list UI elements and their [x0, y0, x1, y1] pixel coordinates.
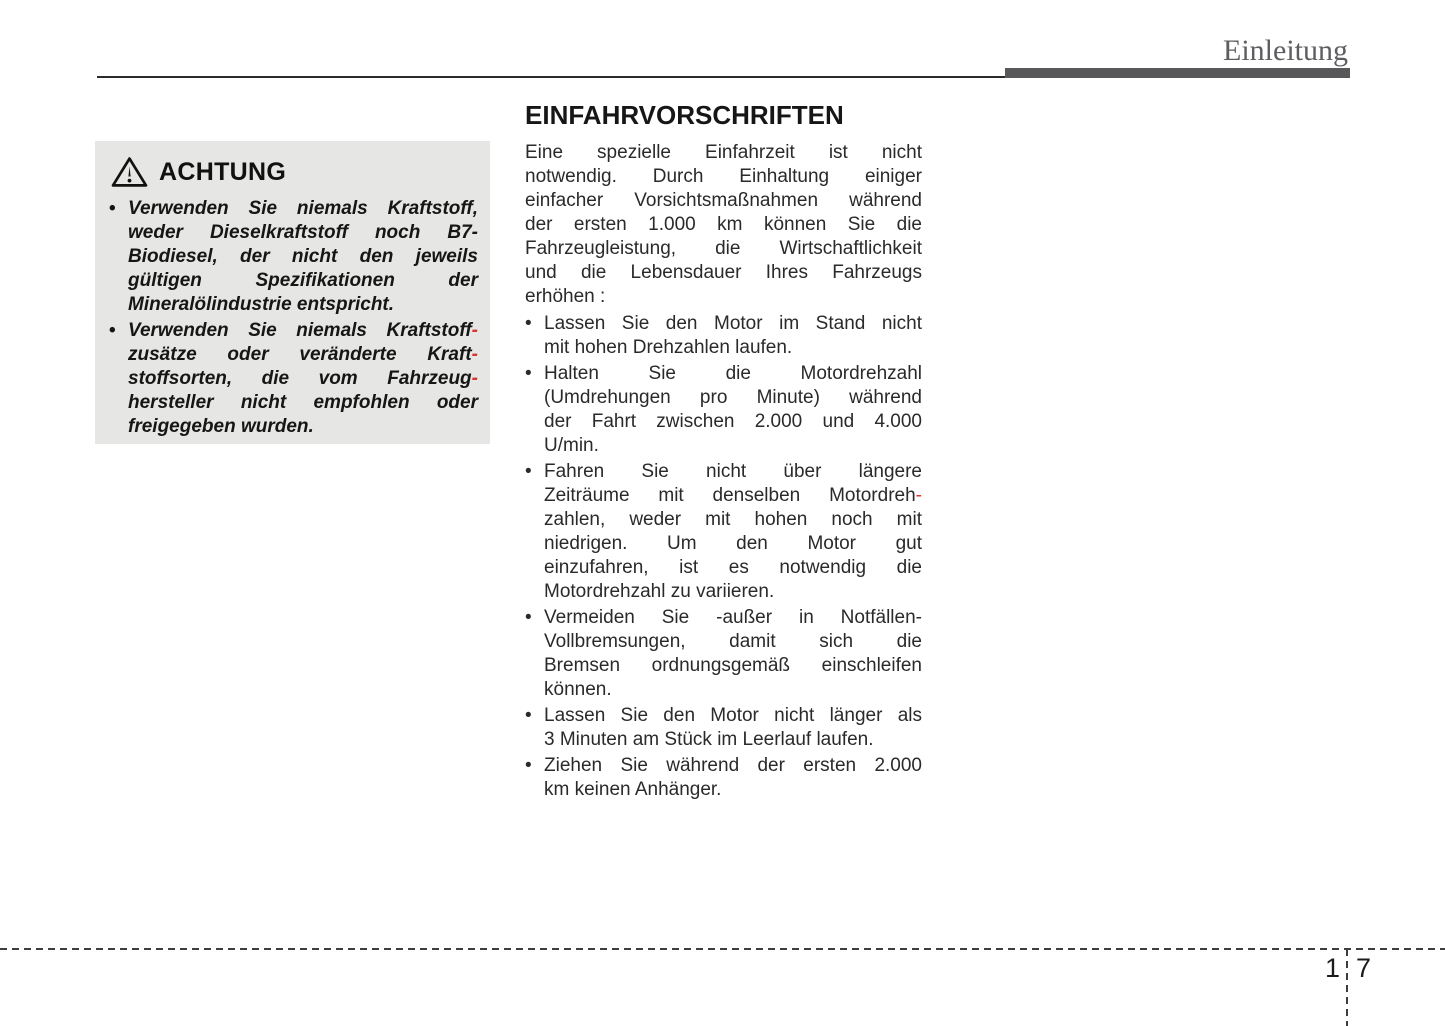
text-line	[128, 197, 478, 221]
text-segment: notwendig. Durch Einhaltung einiger	[525, 166, 922, 187]
text-segment: Zeiträume mit denselben Motordreh	[544, 485, 916, 506]
text-segment: (Umdrehungen pro Minute) während	[544, 387, 922, 408]
text-segment: Ziehen Sie während der ersten 2.000	[544, 755, 922, 776]
text-line	[128, 343, 478, 367]
text-segment: Vermeiden Sie -außer in Notfällen-	[544, 607, 922, 628]
bullet-text	[544, 460, 922, 604]
text-line	[128, 221, 478, 245]
caution-title-row	[109, 156, 478, 188]
bullet-text	[128, 319, 478, 439]
text-line	[128, 367, 478, 391]
text-line	[525, 261, 922, 285]
text-segment: hersteller nicht empfohlen oder	[128, 392, 478, 413]
text-segment: km keinen Anhänger.	[544, 779, 722, 800]
text-line	[544, 606, 922, 630]
text-segment: Mineralölindustrie entspricht.	[128, 294, 395, 315]
text-line	[544, 778, 922, 802]
text-line	[544, 580, 922, 604]
text-line	[128, 269, 478, 293]
bullet-text	[544, 754, 922, 802]
text-line	[525, 165, 922, 189]
text-segment: Motordrehzahl zu variieren.	[544, 581, 775, 602]
bullet-item	[525, 606, 922, 702]
text-segment: Eine spezielle Einfahrzeit ist nicht	[525, 142, 922, 163]
bullet-item	[525, 754, 922, 802]
text-line	[544, 312, 922, 336]
chapter-number: 1	[1324, 953, 1340, 983]
bullet-marker: •	[525, 363, 532, 384]
warning-triangle-icon	[111, 156, 148, 188]
bullet-list	[525, 312, 922, 802]
text-line	[544, 630, 922, 654]
text-line	[128, 415, 478, 439]
text-line	[544, 704, 922, 728]
text-segment: der Fahrt zwischen 2.000 und 4.000	[544, 411, 922, 432]
text-segment: Biodiesel, der nicht den jeweils	[128, 246, 478, 267]
bullet-marker: •	[525, 461, 532, 482]
text-segment: niedrigen. Um den Motor gut	[544, 533, 922, 554]
text-segment: Vollbremsungen, damit sich die	[544, 631, 922, 652]
caution-box	[95, 141, 490, 444]
text-segment: einfacher Vorsichtsmaßnahmen während	[525, 190, 922, 211]
bullet-text	[544, 606, 922, 702]
text-segment: mit hohen Drehzahlen laufen.	[544, 337, 793, 358]
text-line	[525, 141, 922, 165]
bullet-marker: •	[525, 705, 532, 726]
text-line	[544, 728, 922, 752]
text-line	[544, 532, 922, 556]
bullet-marker: •	[525, 607, 532, 628]
text-segment: der ersten 1.000 km können Sie die	[525, 214, 922, 235]
bullet-text	[544, 312, 922, 360]
text-line	[525, 213, 922, 237]
text-segment: weder Dieselkraftstoff noch B7-	[128, 222, 478, 243]
text-segment: Verwenden Sie niemals Kraftstoff,	[128, 198, 478, 219]
text-line	[544, 678, 922, 702]
text-line	[544, 386, 922, 410]
text-segment: einzufahren, ist es notwendig die	[544, 557, 922, 578]
bullet-item	[525, 312, 922, 360]
section-heading: EINFAHRVORSCHRIFTEN	[525, 100, 844, 130]
bullet-marker: •	[525, 755, 532, 776]
text-segment: zusätze oder veränderte Kraft	[128, 344, 472, 365]
caution-bullet-list	[109, 197, 478, 439]
text-segment: und die Lebensdauer Ihres Fahrzeugs	[525, 262, 922, 283]
text-line	[128, 293, 478, 317]
bullet-item	[109, 319, 478, 439]
text-segment: erhöhen :	[525, 286, 606, 307]
footer-dashed-line	[0, 948, 1445, 950]
text-segment: Fahrzeugleistung, die Wirtschaftlichkeit	[525, 238, 922, 259]
red-hyphen: -	[471, 320, 478, 341]
text-line	[544, 434, 922, 458]
text-segment: Fahren Sie nicht über längere	[544, 461, 922, 482]
bullet-text	[544, 362, 922, 458]
bullet-item	[525, 704, 922, 752]
text-line	[525, 237, 922, 261]
text-line	[544, 460, 922, 484]
text-line	[544, 556, 922, 580]
text-segment: Lassen Sie den Motor im Stand nicht	[544, 313, 922, 334]
red-hyphen: -	[471, 344, 478, 365]
bullet-item	[109, 197, 478, 317]
text-segment: zahlen, weder mit hohen noch mit	[544, 509, 922, 530]
page-number: 7	[1356, 953, 1372, 983]
text-segment: Verwenden Sie niemals Kraftstoff	[128, 320, 472, 341]
text-segment: stoffsorten, die vom Fahrzeug	[128, 368, 472, 389]
text-segment: gültigen Spezifikationen der	[128, 270, 478, 291]
text-line	[544, 336, 922, 360]
main-column	[525, 101, 922, 804]
header-rule-thick	[1005, 68, 1350, 78]
text-line	[525, 189, 922, 213]
text-segment: Lassen Sie den Motor nicht länger als	[544, 705, 922, 726]
intro-paragraph	[525, 141, 922, 309]
text-line	[525, 285, 922, 309]
bullet-text	[544, 704, 922, 752]
bullet-text	[128, 197, 478, 317]
bullet-marker: •	[109, 198, 116, 219]
red-hyphen: -	[471, 368, 478, 389]
text-line	[544, 654, 922, 678]
footer-vertical-divider	[1346, 949, 1348, 1026]
bullet-item	[525, 460, 922, 604]
text-segment: 3 Minuten am Stück im Leerlauf laufen.	[544, 729, 874, 750]
text-line	[544, 484, 922, 508]
text-line	[544, 508, 922, 532]
text-segment: Halten Sie die Motordrehzahl	[544, 363, 922, 384]
text-line	[544, 410, 922, 434]
chapter-header-title: Einleitung	[1223, 34, 1348, 67]
text-segment: U/min.	[544, 435, 599, 456]
text-line	[128, 391, 478, 415]
text-segment: Bremsen ordnungsgemäß einschleifen	[544, 655, 922, 676]
text-segment: freigegeben wurden.	[128, 416, 314, 437]
bullet-marker: •	[525, 313, 532, 334]
bullet-marker: •	[109, 320, 116, 341]
bullet-item	[525, 362, 922, 458]
caution-title: ACHTUNG	[159, 157, 287, 186]
text-line	[128, 245, 478, 269]
text-line	[128, 319, 478, 343]
text-line	[544, 754, 922, 778]
red-hyphen: -	[915, 485, 922, 506]
text-line	[544, 362, 922, 386]
text-segment: können.	[544, 679, 612, 700]
